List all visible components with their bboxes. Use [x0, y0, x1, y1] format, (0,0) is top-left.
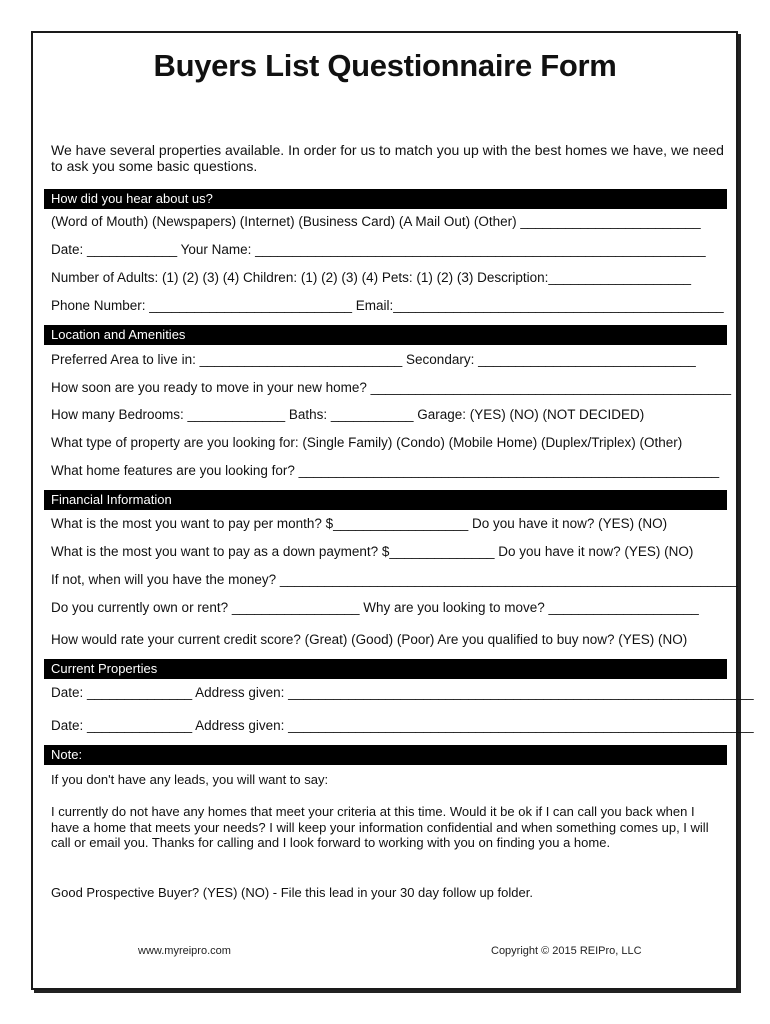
section-header-hear: How did you hear about us? — [44, 189, 727, 209]
pay-per-month-line: What is the most you want to pay per month? $__________________ Do you have it now? (YES) (NO) — [51, 516, 668, 531]
move-in-line: How soon are you ready to move in your new home? ________________________________________________ — [51, 380, 732, 395]
address-line-1: Date: ______________ Address given: ______________________________________________________________ — [51, 685, 754, 700]
phone-email-line: Phone Number: ___________________________ Email:____________________________________________ — [51, 298, 724, 313]
address-line-2: Date: ______________ Address given: ______________________________________________________________ — [51, 718, 754, 733]
bedrooms-line: How many Bedrooms: _____________ Baths: ___________ Garage: (YES) (NO) (NOT DECIDED) — [51, 407, 645, 422]
adults-children-pets-line: Number of Adults: (1) (2) (3) (4) Children: (1) (2) (3) (4) Pets: (1) (2) (3) Description:___________________ — [51, 270, 692, 285]
date-name-line: Date: ____________ Your Name: ____________________________________________________________ — [51, 242, 706, 257]
property-type-line: What type of property are you looking for: (Single Family) (Condo) (Mobile Home) (Duplex/Triplex) (Other) — [51, 435, 683, 450]
section-header-location: Location and Amenities — [44, 325, 727, 345]
section-header-current: Current Properties — [44, 659, 727, 679]
note-intro: If you don't have any leads, you will want to say: — [51, 772, 329, 787]
if-not-line: If not, when will you have the money? _____________________________________________________________ — [51, 572, 738, 587]
hear-options-line: (Word of Mouth) (Newspapers) (Internet) (Business Card) (A Mail Out) (Other) ________________________ — [51, 214, 701, 229]
note-script: I currently do not have any homes that meet your criteria at this time. Would it be ok if I can call you back when I have a home that meets your needs? I will keep your information confidential and when something comes up, I will call or email you. Thanks for calling and I look forward to working with you on finding you a home. — [51, 804, 709, 850]
own-rent-line: Do you currently own or rent? _________________ Why are you looking to move? ____________________ — [51, 600, 699, 615]
intro-text: We have several properties available. In order for us to match you up with the best homes we have, we need to ask you some basic questions. — [51, 142, 724, 174]
prospective-buyer-line: Good Prospective Buyer? (YES) (NO) - File this lead in your 30 day follow up folder. — [51, 885, 533, 900]
section-header-financial: Financial Information — [44, 490, 727, 510]
footer-copyright: Copyright © 2015 REIPro, LLC — [491, 945, 642, 957]
page-title: Buyers List Questionnaire Form — [153, 48, 617, 83]
section-header-note: Note: — [44, 745, 727, 765]
home-features-line: What home features are you looking for? ________________________________________________________ — [51, 463, 720, 478]
down-payment-line: What is the most you want to pay as a down payment? $______________ Do you have it now? (YES) (NO) — [51, 544, 694, 559]
preferred-area-line: Preferred Area to live in: ___________________________ Secondary: _____________________________ — [51, 352, 696, 367]
credit-score-line: How would rate your current credit score? (Great) (Good) (Poor) Are you qualified to buy now? (YES) (NO) — [51, 632, 688, 647]
footer-website: www.myreipro.com — [138, 945, 231, 957]
